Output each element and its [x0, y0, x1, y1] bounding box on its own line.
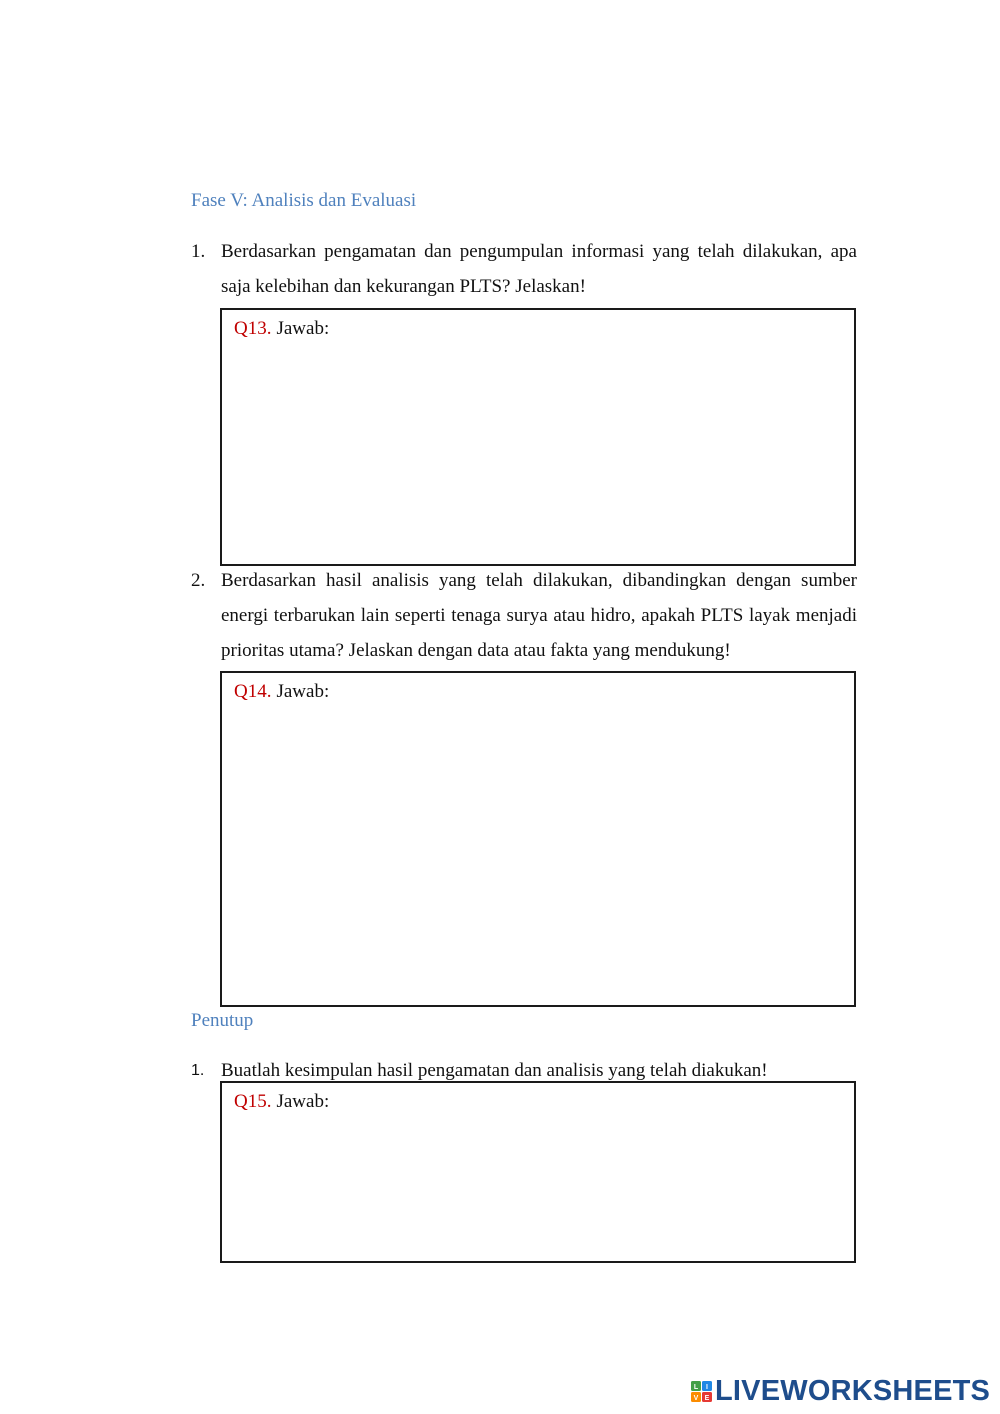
svg-text:L: L	[693, 1383, 699, 1391]
logo-text: LIVEWORKSHEETS	[715, 1375, 991, 1407]
answer-input-q14[interactable]	[234, 713, 842, 995]
liveworksheets-logo[interactable]	[691, 1376, 990, 1406]
question-text: Berdasarkan hasil analisis yang telah dilakukan, dibandingkan dengan sumber energi terbarukan lain seperti tenaga surya atau hidro, apakah PLTS layak menjadi prioritas utama? Jelaskan dengan data atau fakta yang mendukung!	[221, 570, 857, 661]
answer-prompt: Jawab:	[276, 681, 330, 702]
question-id: Q13.	[234, 318, 272, 339]
question-number: 1.	[191, 241, 206, 262]
answer-box-q13[interactable]	[220, 308, 856, 566]
question-number: 1.	[191, 1062, 205, 1079]
question-text: Berdasarkan pengamatan dan pengumpulan informasi yang telah dilakukan, apa saja kelebihan dan kekurangan PLTS? Jelaskan!	[221, 241, 857, 297]
answer-label	[234, 681, 329, 703]
svg-text:I: I	[706, 1383, 708, 1391]
section-title-fase-v: Fase V: Analisis dan Evaluasi	[191, 190, 417, 211]
section-title-penutup: Penutup	[191, 1010, 254, 1031]
svg-text:E: E	[704, 1394, 710, 1402]
answer-prompt: Jawab:	[276, 1091, 330, 1112]
liveworksheets-logo-icon	[691, 1381, 712, 1402]
answer-box-q15[interactable]	[220, 1081, 856, 1263]
question-id: Q15.	[234, 1091, 272, 1112]
question-text: Buatlah kesimpulan hasil pengamatan dan analisis yang telah diakukan!	[221, 1060, 768, 1081]
question-id: Q14.	[234, 681, 272, 702]
answer-label	[234, 318, 329, 340]
svg-text:V: V	[693, 1394, 699, 1402]
answer-input-q15[interactable]	[234, 1123, 842, 1251]
answer-label	[234, 1091, 329, 1113]
answer-prompt: Jawab:	[276, 318, 330, 339]
answer-input-q13[interactable]	[234, 350, 842, 554]
question-number: 2.	[191, 570, 206, 591]
answer-box-q14[interactable]	[220, 671, 856, 1007]
